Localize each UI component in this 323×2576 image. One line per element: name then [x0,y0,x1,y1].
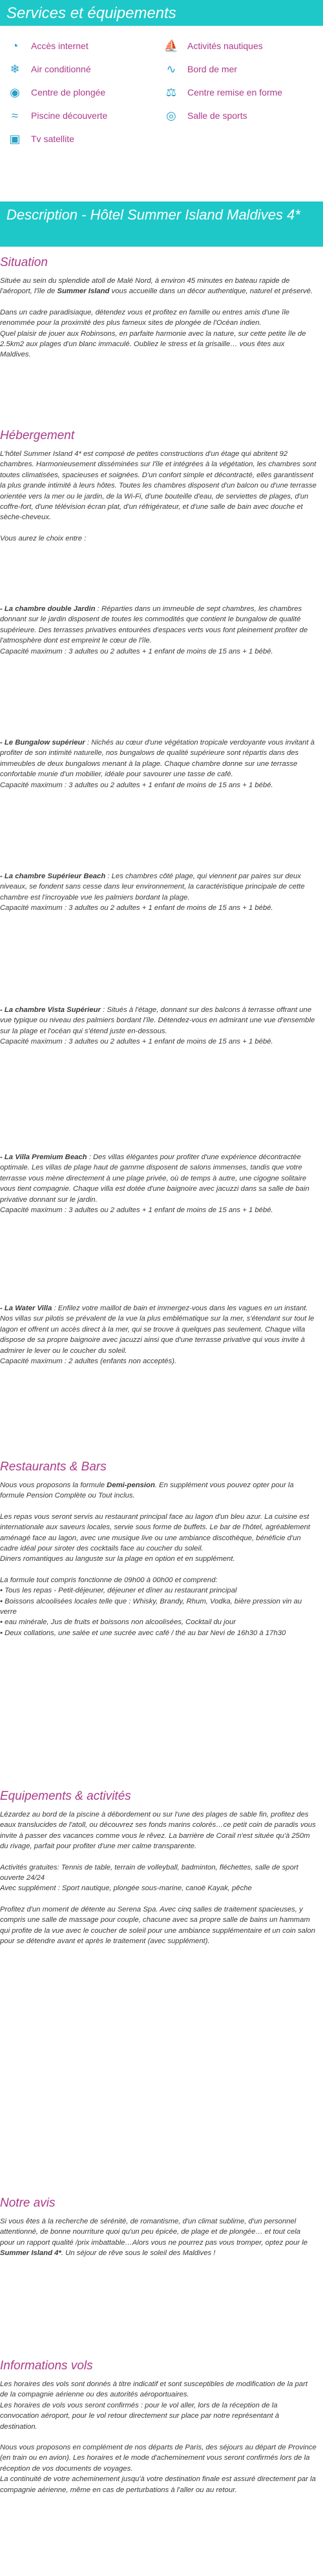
service-label: Centre de plongée [31,87,106,98]
hebergement-heading: Hébergement [0,429,75,442]
service-label: Tv satellite [31,134,74,144]
service-label: Centre remise en forme [187,87,283,98]
room-description: - La chambre Supérieur Beach : Les chambres côté plage, qui viennent par paires sur deux niveaux, se fondent sans cesse dans leur environnement, la caractéristique principale de cette chambre est l'incroyable vue les palmiers bordant la plage. [0,872,305,902]
hebergement-choice: Vous aurez le choix entre : [0,534,87,542]
room-name: - Le Bungalow supérieur [0,739,85,747]
restaurants-paragraph-1: Nous vous proposons la formule Demi-pension. En supplément vous pouvez opter pour la formule Pension Complète ou Tout inclus. [0,1481,294,1500]
informations-paragraph-3: Nous vous proposons en complément de nos départs de Paris, des séjours au départ de Province (en train ou en avion). Les horaires et le mode d'acheminement vous seront confirmés lors de la réception de vos documents de voyages. [0,2444,317,2473]
surf-icon: ⛵ [163,39,179,52]
informations-section [0,2358,317,2495]
room-name: - La chambre double Jardin [0,605,96,613]
situation-heading: Situation [0,256,48,269]
service-label: Activités nautiques [187,41,263,51]
informations-paragraph-1: Les horaires des vols sont donnés à titre indicatif et sont susceptibles de modification de la part de la compagnie aérienne ou des autorités aéroportuaires. [0,2380,307,2399]
informations-paragraph-2: Les horaires de vols vous seront confirmés : pour le vol aller, lors de la réception de la convocation aéroport, pour le vol retour directement sur place par notre représentant à destination. [0,2401,280,2431]
room-name: - La Water Villa [0,1304,52,1312]
service-item [5,36,162,56]
restaurants-paragraph-6: • Boissons alcoolisées locales telle que : Whisky, Brandy, Rhum, Vodka, bière pression vin au verre [0,1597,302,1616]
equipements-heading: Equipements & activités [0,1789,131,1803]
situation-paragraph-1: Située au sein du splendide atoll de Malé Nord, à environ 45 minutes en bateau rapide de l'aéroport, l'île de Summer Island vous accueille dans un décor authentique, naturel et préservé. [0,277,313,296]
room-capacity: Capacité maximum : 2 adultes (enfants non acceptés). [0,1357,177,1366]
room-description: - La Villa Premium Beach : Des villas élégantes pour profiter d'une expérience décontractée optimale. Les villas de plage haut de gamme disposent de salons immenses, tandis que votre terrasse vous mène directement à une plage privée, où de temps à autre, une cigogne solitaire vous tient compagnie. Chaque villa est dotée d'une baignoire avec jacuzzi dans sa salle de bain privative donnant sur le jardin. [0,1153,309,1204]
situation-section [0,255,317,360]
room-description: - Le Bungalow supérieur : Nichés au cœur d'une végétation tropicale verdoyante vous invitant à profiter de son intimité naturelle, nos bungalows de qualité supérieure sont répartis dans des immeubles de deux bungalows menant à la plage. Chaque chambre donne sur une terrasse confortable munie d'un mobilier, idéale pour savourer une tasse de café. [0,739,315,779]
room-capacity: Capacité maximum : 3 adultes ou 2 adultes + 1 enfant de moins de 15 ans + 1 bébé. [0,647,273,655]
equipements-paragraph-2: Activités gratuites: Tennis de table, terrain de volleyball, badminton, fléchettes, salle de sport ouverte 24/24 [0,1863,298,1882]
restaurants-paragraph-8: • Deux collations, une salée et une sucrée avec café / thé au bar Nevi de 16h30 à 17h30 [0,1629,286,1637]
description-title: Description - Hôtel Summer Island Maldives 4* [0,201,323,247]
room-block [0,871,317,914]
avis-heading: Notre avis [0,2196,56,2210]
equipements-paragraph-4: Profitez d'un moment de détente au Serena Spa. Avec cinq salles de traitement spacieuses, y compris une salle de massage pour couple, chacune avec sa propre salle de bains un hammam qui profite de la vue avec le coucher de soleil pour une ambiance supplémentaire et un coin salon pour se détendre avant et après le traitement (avec supplément). [0,1905,315,1946]
sports-icon: ◎ [166,108,176,122]
situation-paragraph-2: Dans un cadre paradisiaque, détendez vous et profitez en famille ou entres amis d'une île renommée pour la proximité des plus fameux sites de plongée de l'Océan indien. [0,308,290,327]
room-block [0,604,317,657]
description-banner [0,201,323,247]
room-capacity: Capacité maximum : 3 adultes ou 2 adultes + 1 enfant de moins de 15 ans + 1 bébé. [0,781,273,789]
room-name: - La Villa Premium Beach [0,1153,87,1161]
restaurants-paragraph-5: • Tous les repas - Petit-déjeuner, déjeuner et dîner au restaurant principal [0,1587,237,1595]
service-label: Bord de mer [187,64,238,74]
informations-paragraph-4: La continuité de votre acheminement jusqu'à votre destination finale est assuré directement par la compagnie aérienne, même en cas de perturbations à l'aller ou au retour. [0,2475,316,2494]
room-capacity: Capacité maximum : 3 adultes ou 2 adultes + 1 enfant de moins de 15 ans + 1 bébé. [0,904,273,912]
hebergement-section [0,428,317,544]
pool-icon: ≈ [12,108,18,122]
avis-paragraph: Si vous êtes à la recherche de sérénité, de romantisme, d'un climat sublime, d'un personnel attentionné, de bonne nourriture quoi qu'un peu épicée, de plage et de plongée… et tout cela pour un rapport qualité /prix imbattable…Alors vous ne pourrez pas vous tromper, optez pour le Summer Island 4*. Un séjour de rêve sous le soleil des Maldives ! [0,2218,307,2258]
service-item [5,59,162,79]
service-item [162,36,318,56]
service-label: Air conditionné [31,64,91,74]
room-block [0,1303,317,1366]
equipements-paragraph-1: Lézardez au bord de la piscine à débordement ou sur l'une des plages de sable fin, profitez des eaux translucides de l'atoll, ou découvrez ses fonds marins colorés…ce petit coin de paradis vous invite à passer des vacances comme vous le rêvez. La barrière de Corail n'est située qu'à 250m du rivage, parfait pour profiter d'une mer calme transparente. [0,1811,316,1851]
service-item [5,129,162,149]
sea-icon: ∿ [166,62,176,76]
service-item [5,83,162,102]
service-label: Piscine découverte [31,110,108,121]
restaurants-section [0,1459,317,1638]
service-item [5,106,162,125]
services-section [0,0,317,26]
situation-paragraph-3: Quel plaisir de jouer aux Robinsons, en parfaite harmonie avec la nature, sur cette petite île de 2.5km2 aux plages d'un blanc immaculé. Oubliez le stress et la grisaille… vous êtes aux Maldives. [0,329,306,359]
informations-heading: Informations vols [0,2359,93,2373]
room-description: - La Water Villa : Enfilez votre maillot de bain et immergez-vous dans les vagues en un instant. Nos villas sur pilotis se prévalent de la vue la plus emblématique sur la mer, s'étendant sur tout le lagon et offrent un accès direct à la mer, qui se trouve à quelques pas seulement. Chaque villa dispose de sa propre baignoire avec jacuzzi ainsi que d'une terrasse privative qui vous invite à admirer le lever ou le coucher du soleil. [0,1304,315,1355]
restaurants-paragraph-7: • eau minérale, Jus de fruits et boissons non alcoolisées, Cocktail du jour [0,1618,236,1627]
equipements-section [0,1789,317,1946]
hebergement-intro: L'hôtel Summer Island 4* est composé de petites constructions d'un étage qui abritent 92 chambres. Harmonieusement disséminées sur l'île et intégrées à la végétation, les chambres sont toutes climatisées, spacieuses et soignées. D'un confort simple et décontracté, elles garantissent la plus grande intimité à leurs hôtes. Toutes les chambres disposent d'un balcon ou d'une terrasse orientée vers la mer ou le jardin, de la Wi-Fi, d'une bouteille d'eau, de serviettes de plages, d'un coffre-fort, d'une télévision écran plat, d'un réfrigérateur, et d'une salle de bain avec douche et sèche-cheveux. [0,450,317,522]
service-label: Accès internet [31,41,89,51]
diving-icon: ◉ [10,85,20,99]
restaurants-paragraph-3: Diners romantiques au languste sur la plage en option et en supplément. [0,1555,235,1563]
room-name: - La chambre Supérieur Beach [0,872,106,880]
room-block [0,737,317,790]
service-item [162,59,318,79]
services-title: Services et équipements [0,0,323,26]
restaurants-heading: Restaurants & Bars [0,1460,107,1474]
room-capacity: Capacité maximum : 3 adultes ou 2 adultes + 1 enfant de moins de 15 ans + 1 bébé. [0,1206,273,1215]
services-grid [0,27,323,156]
fitness-icon: ⚖ [165,85,177,99]
snowflake-icon: ❄ [10,62,20,76]
service-item [162,106,318,125]
room-block [0,1005,317,1047]
wifi-icon: ◔ [11,39,19,52]
room-description: - La chambre Vista Supérieur : Situés à l'étage, donnant sur des balcons à terrasse offrant une vue typique ou niveau des palmiers bordant l'île. Détendez-vous en admirant une vue d'ensemble sur la plage et l'océan qui s'étend juste en-dessous. [0,1006,315,1035]
service-item [162,83,318,102]
restaurants-paragraph-4: La formule tout compris fonctionne de 09h00 à 00h00 et comprend: [0,1576,218,1584]
room-block [0,1152,317,1215]
service-label: Salle de sports [187,110,247,121]
room-description: - La chambre double Jardin : Réparties dans un immeuble de sept chambres, les chambres donnant sur le jardin disposent de toutes les commodités que contient le bungalow de qualité supérieure. Des terrasses privatives entourées d'espaces verts vous font pleinement profiter de l'atmosphère dont est empreint le cœur de l'île. [0,605,308,645]
room-name: - La chambre Vista Supérieur [0,1006,101,1014]
room-capacity: Capacité maximum : 3 adultes ou 2 adultes + 1 enfant de moins de 15 ans + 1 bébé. [0,1038,273,1046]
avis-section [0,2196,317,2259]
equipements-paragraph-3: Avec supplément : Sport nautique, plongée sous-marine, canoë Kayak, pêche [0,1884,252,1893]
restaurants-paragraph-2: Les repas vous seront servis au restaurant principal face au lagon d'un bleu azur. La cuisine est internationale aux saveurs locales, servie sous forme de buffets. Le bar de l'hôtel, agréablement aménagé face au lagon, avec une musique live ou une ambiance discothèque, bénéficie d'un cadre idéal pour siroter des cocktails face au coucher du soleil. [0,1512,311,1553]
tv-icon: ▣ [9,132,21,145]
